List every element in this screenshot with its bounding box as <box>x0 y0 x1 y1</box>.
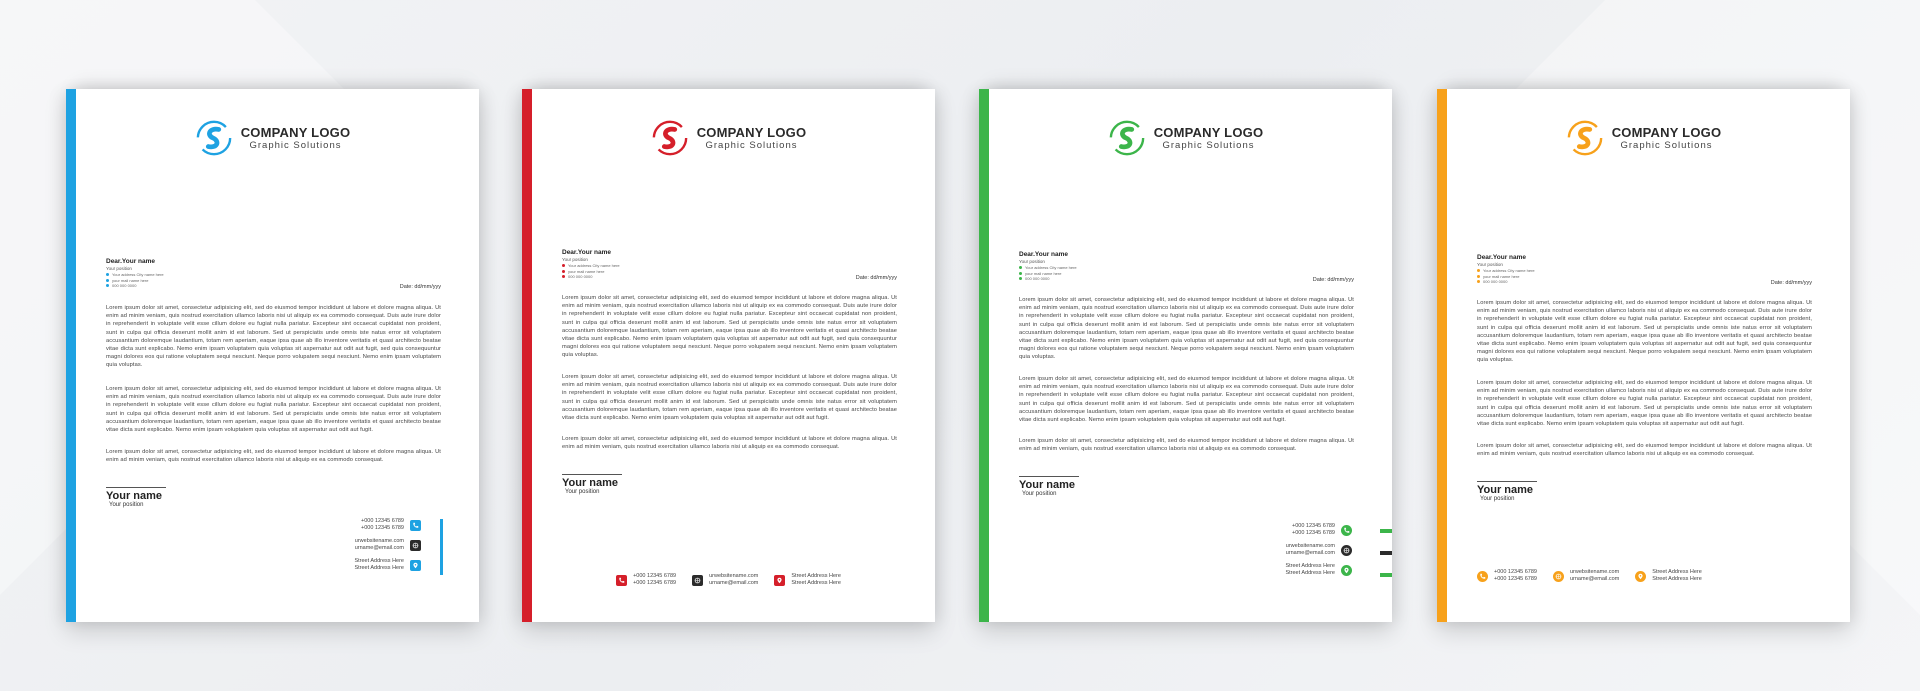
accent-bar <box>1437 89 1447 622</box>
body-paragraph-2: Lorem ipsum dolor sit amet, consectetur adipisicing elit, sed do eiusmod tempor incididunt ut labore et dolore magna aliqua. Ut enim ad minim veniam, quis nostrud exercitation ullamco laboris nisi ut aliquip ex ea commodo consequat. Duis aute irure dolor in reprehenderit in voluptate velit esse cillum dolore eu fugiat nulla pariatur. Excepteur sint occaecat cupidatat non proident, sunt in culpa qui officia deserunt mollit anim id est laborum. Sed ut perspiciatis unde omnis iste natus error sit voluptatem accusantium doloremque laudantium, totam rem aperiam, eaque ipsa quae ab illo inventore veritatis et quasi architecto beatae vitae dicta sunt explicabo. Nemo enim ipsam voluptatem quia voluptas sit aspernatur aut odit aut fugit. <box>562 374 897 422</box>
recipient-address: Your address City name here <box>562 263 620 269</box>
recipient-position: Your position <box>1019 259 1045 264</box>
letterhead-orange <box>1437 89 1850 622</box>
recipient-phone: 000 000 0000 <box>106 283 164 289</box>
contact-footer <box>522 573 935 587</box>
logo-title: COMPANY LOGO <box>696 124 807 140</box>
signature-block <box>562 474 622 496</box>
recipient-phone: 000 000 0000 <box>1019 276 1077 282</box>
location-pin-icon <box>410 560 421 571</box>
accent-dash <box>1380 551 1392 555</box>
address-2: Street Address Here <box>1285 570 1335 576</box>
recipient-block <box>1019 251 1077 282</box>
recipient-address: Your address City name here <box>106 272 164 278</box>
logo-title: COMPANY LOGO <box>240 124 351 140</box>
accent-bar <box>66 89 76 622</box>
signature-block <box>1477 481 1537 503</box>
recipient-position: Your position <box>562 257 588 262</box>
logo-subtitle: Graphic Solutions <box>1620 139 1713 151</box>
company-logo <box>1437 119 1850 157</box>
signature-position: Your position <box>1022 491 1057 497</box>
recipient-address: Your address City name here <box>1019 265 1077 271</box>
recipient-email: your mail name here <box>106 278 164 284</box>
recipient-block <box>1477 254 1535 285</box>
recipient-phone: 000 000 0000 <box>562 274 620 280</box>
globe-icon <box>1341 545 1352 556</box>
bullet-icon <box>1477 275 1480 278</box>
recipient-block <box>106 258 164 289</box>
recipient-block <box>562 249 620 280</box>
signature-line <box>1019 476 1079 477</box>
bullet-icon <box>562 270 565 273</box>
signature-name: Your name <box>1477 484 1534 496</box>
phone-icon <box>1341 525 1352 536</box>
website: urwebsitename.com <box>354 538 404 544</box>
email: urname@email.com <box>709 580 759 586</box>
signature-name: Your name <box>106 490 163 502</box>
body-paragraph-3: Lorem ipsum dolor sit amet, consectetur adipisicing elit, sed do eiusmod tempor incididunt ut labore et dolore magna aliqua. Ut enim ad minim veniam, quis nostrud exercitation ullamco laboris nisi ut aliquip ex ea commodo consequat. <box>1477 443 1812 458</box>
signature-line <box>562 474 622 475</box>
website: urwebsitename.com <box>1285 543 1335 549</box>
logo-subtitle: Graphic Solutions <box>705 139 798 151</box>
signature-name: Your name <box>1019 479 1076 491</box>
body-paragraph-2: Lorem ipsum dolor sit amet, consectetur adipisicing elit, sed do eiusmod tempor incididunt ut labore et dolore magna aliqua. Ut enim ad minim veniam, quis nostrud exercitation ullamco laboris nisi ut aliquip ex ea commodo consequat. Duis aute irure dolor in reprehenderit in voluptate velit esse cillum dolore eu fugiat nulla pariatur. Excepteur sint occaecat cupidatat non proident, sunt in culpa qui officia deserunt mollit anim id est laborum. Sed ut perspiciatis unde omnis iste natus error sit voluptatem accusantium doloremque laudantium, totam rem aperiam, eaque ipsa quae ab illo inventore veritatis et quasi architecto beatae vitae dicta sunt explicabo. Nemo enim ipsam voluptatem quia voluptas sit aspernatur aut odit aut fugit. <box>1019 376 1354 424</box>
body-paragraph-2: Lorem ipsum dolor sit amet, consectetur adipisicing elit, sed do eiusmod tempor incididunt ut labore et dolore magna aliqua. Ut enim ad minim veniam, quis nostrud exercitation ullamco laboris nisi ut aliquip ex ea commodo consequat. Duis aute irure dolor in reprehenderit in voluptate velit esse cillum dolore eu fugiat nulla pariatur. Excepteur sint occaecat cupidatat non proident, sunt in culpa qui officia deserunt mollit anim id est laborum. Sed ut perspiciatis unde omnis iste natus error sit voluptatem accusantium doloremque laudantium, totam rem aperiam, eaque ipsa quae ab illo inventore veritatis et quasi architecto beatae vitae dicta sunt explicabo. Nemo enim ipsam voluptatem quia voluptas sit aspernatur aut odit aut fugit. <box>106 386 441 434</box>
body-paragraph-3: Lorem ipsum dolor sit amet, consectetur adipisicing elit, sed do eiusmod tempor incididunt ut labore et dolore magna aliqua. Ut enim ad minim veniam, quis nostrud exercitation ullamco laboris nisi ut aliquip ex ea commodo consequat. <box>562 436 897 451</box>
company-logo <box>522 119 935 157</box>
logo-mark-icon <box>1108 119 1146 157</box>
website: urwebsitename.com <box>709 573 759 579</box>
date-label: Date: dd/mm/yyy <box>1770 280 1812 286</box>
contact-footer <box>1437 569 1850 583</box>
bullet-icon <box>1477 280 1480 283</box>
company-logo <box>979 119 1392 157</box>
body-paragraph-2: Lorem ipsum dolor sit amet, consectetur adipisicing elit, sed do eiusmod tempor incididunt ut labore et dolore magna aliqua. Ut enim ad minim veniam, quis nostrud exercitation ullamco laboris nisi ut aliquip ex ea commodo consequat. Duis aute irure dolor in reprehenderit in voluptate velit esse cillum dolore eu fugiat nulla pariatur. Excepteur sint occaecat cupidatat non proident, sunt in culpa qui officia deserunt mollit anim id est laborum. Sed ut perspiciatis unde omnis iste natus error sit voluptatem accusantium doloremque laudantium, totam rem aperiam, eaque ipsa quae ab illo inventore veritatis et quasi architecto beatae vitae dicta sunt explicabo. Nemo enim ipsam voluptatem quia voluptas sit aspernatur aut odit aut fugit. <box>1477 380 1812 428</box>
signature-position: Your position <box>565 489 600 495</box>
recipient-email: your mail name here <box>562 269 620 275</box>
phone-2: +000 12345 6789 <box>633 580 677 586</box>
address-1: Street Address Here <box>791 573 841 579</box>
phone-1: +000 12345 6789 <box>1494 569 1537 575</box>
recipient-phone: 000 000 0000 <box>1477 279 1535 285</box>
contact-block <box>301 518 421 578</box>
email: urname@email.com <box>354 545 404 551</box>
phone-icon <box>410 520 421 531</box>
globe-icon <box>410 540 421 551</box>
recipient-position: Your position <box>1477 262 1503 267</box>
recipient-name: Dear.Your name <box>1477 254 1527 261</box>
recipient-name: Dear.Your name <box>106 258 156 265</box>
phone-1: +000 12345 6789 <box>1292 523 1335 529</box>
recipient-position: Your position <box>106 266 132 271</box>
logo-mark-icon <box>195 119 233 157</box>
address-2: Street Address Here <box>1652 576 1702 582</box>
letterhead-blue <box>66 89 479 622</box>
address-1: Street Address Here <box>1652 569 1702 575</box>
bullet-icon <box>562 264 565 267</box>
accent-dash <box>1380 529 1392 533</box>
logo-mark-icon <box>1566 119 1604 157</box>
bullet-icon <box>106 284 109 287</box>
bullet-icon <box>106 273 109 276</box>
bullet-icon <box>1019 277 1022 280</box>
bullet-icon <box>1019 266 1022 269</box>
recipient-name: Dear.Your name <box>562 249 612 256</box>
location-pin-icon <box>1341 565 1352 576</box>
letterhead-green <box>979 89 1392 622</box>
signature-position: Your position <box>109 502 144 508</box>
body-paragraph-1: Lorem ipsum dolor sit amet, consectetur adipisicing elit, sed do eiusmod tempor incididunt ut labore et dolore magna aliqua. Ut enim ad minim veniam, quis nostrud exercitation ullamco laboris nisi ut aliquip ex ea commodo consequat. Duis aute irure dolor in reprehenderit in voluptate velit esse cillum dolore eu fugiat nulla pariatur. Excepteur sint occaecat cupidatat non proident, sunt in culpa qui officia deserunt mollit anim id est laborum. Sed ut perspiciatis unde omnis iste natus error sit voluptatem accusantium doloremque laudantium, totam rem aperiam, eaque ipsa quae ab illo inventore veritatis et quasi architecto beatae vitae dicta sunt explicabo. Nemo enim ipsam voluptatem quia voluptas sit aspernatur aut odit aut fugit, sed quia consequuntur magni dolores eos qui ratione voluptatem sequi nesciunt. Neque porro volupatem sequi nesciunt. Nemo enim ipsam voluptatem quia voluptas. <box>106 305 441 369</box>
phone-2: +000 12345 6789 <box>1494 576 1537 582</box>
logo-subtitle: Graphic Solutions <box>1162 139 1255 151</box>
recipient-name: Dear.Your name <box>1019 251 1069 258</box>
phone-icon <box>1477 571 1488 582</box>
logo-mark-icon <box>651 119 689 157</box>
bullet-icon <box>106 279 109 282</box>
bullet-icon <box>562 275 565 278</box>
accent-bar <box>979 89 989 622</box>
email: urname@email.com <box>1569 576 1620 582</box>
logo-title: COMPANY LOGO <box>1611 124 1722 140</box>
signature-block <box>106 487 166 509</box>
accent-bar <box>522 89 532 622</box>
address-2: Street Address Here <box>791 580 841 586</box>
signature-line <box>1477 481 1537 482</box>
email: urname@email.com <box>1285 550 1335 556</box>
recipient-address: Your address City name here <box>1477 268 1535 274</box>
company-logo <box>66 119 479 157</box>
body-paragraph-1: Lorem ipsum dolor sit amet, consectetur adipisicing elit, sed do eiusmod tempor incididunt ut labore et dolore magna aliqua. Ut enim ad minim veniam, quis nostrud exercitation ullamco laboris nisi ut aliquip ex ea commodo consequat. Duis aute irure dolor in reprehenderit in voluptate velit esse cillum dolore eu fugiat nulla pariatur. Excepteur sint occaecat cupidatat non proident, sunt in culpa qui officia deserunt mollit anim id est laborum. Sed ut perspiciatis unde omnis iste natus error sit voluptatem accusantium doloremque laudantium, totam rem aperiam, eaque ipsa quae ab illo inventore veritatis et quasi architecto beatae vitae dicta sunt explicabo. Nemo enim ipsam voluptatem quia voluptas sit aspernatur aut odit aut fugit, sed quia consequuntur magni dolores eos qui ratione voluptatem sequi nesciunt. Neque porro volupatem sequi nesciunt. Nemo enim ipsam voluptatem quia voluptas. <box>562 295 897 359</box>
body-paragraph-3: Lorem ipsum dolor sit amet, consectetur adipisicing elit, sed do eiusmod tempor incididunt ut labore et dolore magna aliqua. Ut enim ad minim veniam, quis nostrud exercitation ullamco laboris nisi ut aliquip ex ea commodo consequat. <box>106 449 441 464</box>
date-label: Date: dd/mm/yyy <box>1312 277 1354 283</box>
signature-name: Your name <box>562 477 619 489</box>
website: urwebsitename.com <box>1569 569 1620 575</box>
recipient-email: your mail name here <box>1019 271 1077 277</box>
signature-line <box>106 487 166 488</box>
address-2: Street Address Here <box>354 565 404 571</box>
phone-2: +000 12345 6789 <box>1292 530 1335 536</box>
bullet-icon <box>1477 269 1480 272</box>
signature-block <box>1019 476 1079 498</box>
letterhead-red <box>522 89 935 622</box>
body-paragraph-3: Lorem ipsum dolor sit amet, consectetur adipisicing elit, sed do eiusmod tempor incididunt ut labore et dolore magna aliqua. Ut enim ad minim veniam, quis nostrud exercitation ullamco laboris nisi ut aliquip ex ea commodo consequat. <box>1019 438 1354 453</box>
recipient-email: your mail name here <box>1477 274 1535 280</box>
phone-1: +000 12345 6789 <box>633 573 677 579</box>
date-label: Date: dd/mm/yyy <box>855 275 897 281</box>
body-paragraph-1: Lorem ipsum dolor sit amet, consectetur adipisicing elit, sed do eiusmod tempor incididunt ut labore et dolore magna aliqua. Ut enim ad minim veniam, quis nostrud exercitation ullamco laboris nisi ut aliquip ex ea commodo consequat. Duis aute irure dolor in reprehenderit in voluptate velit esse cillum dolore eu fugiat nulla pariatur. Excepteur sint occaecat cupidatat non proident, sunt in culpa qui officia deserunt mollit anim id est laborum. Sed ut perspiciatis unde omnis iste natus error sit voluptatem accusantium doloremque laudantium, totam rem aperiam, eaque ipsa quae ab illo inventore veritatis et quasi architecto beatae vitae dicta sunt explicabo. Nemo enim ipsam voluptatem quia voluptas sit aspernatur aut odit aut fugit, sed quia consequuntur magni dolores eos qui ratione voluptatem sequi nesciunt. Neque porro volupatem sequi nesciunt. Nemo enim ipsam voluptatem quia voluptas. <box>1477 300 1812 364</box>
logo-subtitle: Graphic Solutions <box>249 139 342 151</box>
logo-title: COMPANY LOGO <box>1153 124 1264 140</box>
phone-icon <box>616 575 627 586</box>
contact-accent-bar <box>440 519 443 575</box>
phone-2: +000 12345 6789 <box>361 525 404 531</box>
date-label: Date: dd/mm/yyy <box>399 284 441 290</box>
contact-block <box>1232 523 1352 583</box>
globe-icon <box>692 575 703 586</box>
address-1: Street Address Here <box>1285 563 1335 569</box>
address-1: Street Address Here <box>354 558 404 564</box>
phone-1: +000 12345 6789 <box>361 518 404 524</box>
bullet-icon <box>1019 272 1022 275</box>
signature-position: Your position <box>1480 496 1515 502</box>
accent-dash <box>1380 573 1392 577</box>
location-pin-icon <box>1635 571 1646 582</box>
location-pin-icon <box>774 575 785 586</box>
globe-icon <box>1553 571 1564 582</box>
body-paragraph-1: Lorem ipsum dolor sit amet, consectetur adipisicing elit, sed do eiusmod tempor incididunt ut labore et dolore magna aliqua. Ut enim ad minim veniam, quis nostrud exercitation ullamco laboris nisi ut aliquip ex ea commodo consequat. Duis aute irure dolor in reprehenderit in voluptate velit esse cillum dolore eu fugiat nulla pariatur. Excepteur sint occaecat cupidatat non proident, sunt in culpa qui officia deserunt mollit anim id est laborum. Sed ut perspiciatis unde omnis iste natus error sit voluptatem accusantium doloremque laudantium, totam rem aperiam, eaque ipsa quae ab illo inventore veritatis et quasi architecto beatae vitae dicta sunt explicabo. Nemo enim ipsam voluptatem quia voluptas sit aspernatur aut odit aut fugit, sed quia consequuntur magni dolores eos qui ratione voluptatem sequi nesciunt. Neque porro volupatem sequi nesciunt. Nemo enim ipsam voluptatem quia voluptas. <box>1019 297 1354 361</box>
